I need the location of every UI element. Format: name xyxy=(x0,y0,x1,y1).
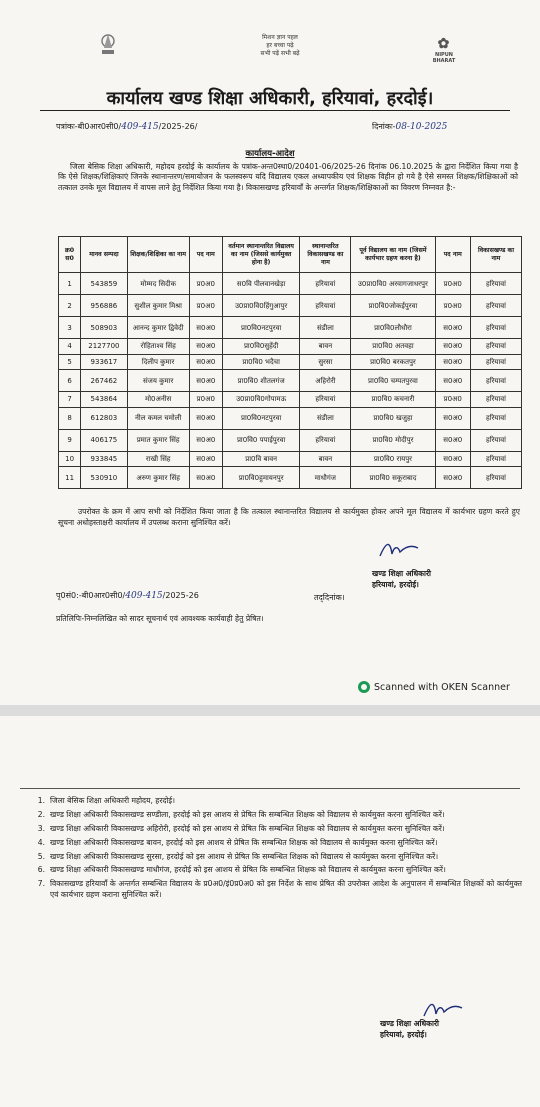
cell-post: प्र0अ0 xyxy=(189,295,222,317)
scanner-logo-icon xyxy=(358,681,370,693)
cell-post2: स0अ0 xyxy=(435,429,470,451)
endorsement-date: तद्‌दिनांक। xyxy=(314,593,345,602)
cell-original-school: प्रा0वि0 कचनारी xyxy=(351,392,435,408)
cell-sno: 10 xyxy=(59,451,81,467)
cell-current-school: उ0प्रा0वि0गोपामऊ xyxy=(222,392,300,408)
endorsement-reference xyxy=(56,590,199,601)
cell-post2: स0अ0 xyxy=(435,407,470,429)
header-line-2: हर बच्चा पढ़े xyxy=(266,42,294,50)
table-row xyxy=(59,317,522,339)
cell-code: 612803 xyxy=(81,407,128,429)
list-item xyxy=(30,824,522,835)
table-row xyxy=(59,295,522,317)
cell-original-school: प्रा0वि0 बरकतपुर xyxy=(351,354,435,370)
scanner-watermark xyxy=(358,681,510,693)
col-current-block: स्थानान्तरित विकासखण्ड का नाम xyxy=(300,237,351,273)
table-body xyxy=(59,273,522,489)
signature-mark-icon xyxy=(376,538,422,560)
nipun-text: NIPUN BHARAT xyxy=(432,52,456,64)
cell-code: 933845 xyxy=(81,451,128,467)
list-item-text: खण्ड शिक्षा अधिकारी विकासखण्ड बावन, हरदोई को इस आशय से प्रेषित कि सम्बन्धित शिक्षक को विद्यालय से कार्यमुक्त करना सुनिश्चित करें। xyxy=(50,837,438,847)
cell-current-school: प्रा0वि0हुमायनपुर xyxy=(222,467,300,489)
cell-sno: 5 xyxy=(59,354,81,370)
list-item-number: 1. xyxy=(37,796,45,805)
state-emblem-icon xyxy=(96,30,120,58)
cell-post: प्र0अ0 xyxy=(189,273,222,295)
cell-name: मोम्मद सिदीक xyxy=(127,273,189,295)
cell-original-school: प्रा0वि0जोकईपुरवा xyxy=(351,295,435,317)
date-label: दिनांकः- xyxy=(372,122,396,131)
ref-suffix: /2025-26/ xyxy=(158,122,198,131)
cell-original-school: प्रा0वि0 सकूराबाद xyxy=(351,467,435,489)
cell-sno: 2 xyxy=(59,295,81,317)
copies-list xyxy=(30,796,522,904)
list-item xyxy=(30,879,522,900)
cell-original-school: प्रा0वि0 चम्पतपुरवा xyxy=(351,370,435,392)
cell-post2: स0अ0 xyxy=(435,354,470,370)
cell-code: 543859 xyxy=(81,273,128,295)
signature-block-2 xyxy=(380,1018,500,1040)
reference-number xyxy=(56,121,197,132)
cell-current-block: हरियावां xyxy=(300,273,351,295)
cell-current-block: सुरसा xyxy=(300,354,351,370)
cell-block2: हरियावां xyxy=(470,317,521,339)
ref-prefix: पत्रांकः-बी0आर0सी0/ xyxy=(56,122,122,131)
table-row xyxy=(59,354,522,370)
cell-code: 406175 xyxy=(81,429,128,451)
list-item-number: 4. xyxy=(37,837,45,847)
cell-sno: 7 xyxy=(59,392,81,408)
cell-current-block: संडीला xyxy=(300,317,351,339)
order-intro: जिला बेसिक शिक्षा अधिकारी, महोदय हरदोई के कार्यालय के पत्रांक-अन्त0स्था0/20401-06/2025-26 दिनांक 06.10.2025 के द्वारा निर्देशित किया गया है कि ऐसे शिक्षक/शिक्षिकाएं जिनके स्थानान्तरण/समायोजन के फलस्वरूप यदि विद्यालय एकल अध्यापकीय एवं शिक्षक विहीन हो गये है ऐसे समस्त शिक्षक/शिक्षिकाओं को तत्काल उनके मूल विद्यालय में वापस लाने हेतु निर्देशित किया गया है। विकासखण्ड हरियावाँ के अन्तर्गत शिक्षक/शिक्षिकाओं का विवरण निम्नवत है:- xyxy=(58,162,518,192)
cell-current-school: प्रा0वि बावन xyxy=(222,451,300,467)
cell-post2: स0अ0 xyxy=(435,467,470,489)
list-item-text: खण्ड शिक्षा अधिकारी विकासखण्ड अहिरोरी, हरदोई को इस आशय से प्रेषित कि सम्बन्धित शिक्षक को विद्यालय से कार्यमुक्त करना सुनिश्चित करें। xyxy=(50,823,445,833)
cell-current-block: संडीला xyxy=(300,407,351,429)
cell-original-school: प्रा0वि0 खजुहा xyxy=(351,407,435,429)
list-item xyxy=(30,796,522,807)
table-row xyxy=(59,370,522,392)
cell-current-block: बावन xyxy=(300,451,351,467)
signature-block xyxy=(372,568,492,590)
order-title: कार्यालय-आदेश xyxy=(245,149,295,159)
list-item-number: 6. xyxy=(37,865,45,875)
cell-current-school: प्रा0वि0नटपुरवा xyxy=(222,317,300,339)
cell-post: स0अ0 xyxy=(189,467,222,489)
cell-code: 530910 xyxy=(81,467,128,489)
cell-current-block: हरियावां xyxy=(300,392,351,408)
cell-post: स0अ0 xyxy=(189,429,222,451)
header-divider xyxy=(40,110,510,111)
cell-sno: 4 xyxy=(59,339,81,355)
cell-current-school: प्रा0वि0 पपाईपुरवा xyxy=(222,429,300,451)
cell-name: दिलीप कुमार xyxy=(127,354,189,370)
cell-block2: हरियावां xyxy=(470,467,521,489)
col-post: पद नाम xyxy=(189,237,222,273)
col-sno: क्र0 स0 xyxy=(59,237,81,273)
cell-sno: 1 xyxy=(59,273,81,295)
cell-original-school: प्रा0वि0लौधौरा xyxy=(351,317,435,339)
cell-original-school: प्रा0वि0 अतवहा xyxy=(351,339,435,355)
list-item-text: खण्ड शिक्षा अधिकारी विकासखण्ड माधौगंज, हरदोई को इस आशय से प्रेषित कि सम्बन्धित शिक्षक को विद्यालय से कार्यमुक्त करना सुनिश्चित करें। xyxy=(50,865,446,875)
list-item xyxy=(30,810,522,821)
cell-post2: स0अ0 xyxy=(435,370,470,392)
cell-post2: प्र0अ0 xyxy=(435,295,470,317)
cell-current-block: हरियावां xyxy=(300,429,351,451)
cell-current-block: बावन xyxy=(300,339,351,355)
table-row xyxy=(59,339,522,355)
cell-block2: हरियावां xyxy=(470,407,521,429)
cell-block2: हरियावां xyxy=(470,295,521,317)
cell-current-school: उ0प्रा0वि0हिंगुआपुर xyxy=(222,295,300,317)
endorsement-ref-number: 409-415 xyxy=(125,591,163,601)
cell-block2: हरियावां xyxy=(470,392,521,408)
cell-post2: स0अ0 xyxy=(435,339,470,355)
cell-original-school: प्रा0वि0 रायपुर xyxy=(351,451,435,467)
signature-mark-2-icon xyxy=(420,998,466,1020)
cell-code: 508903 xyxy=(81,317,128,339)
cell-block2: हरियावां xyxy=(470,429,521,451)
cell-name: अरुण कुमार सिंह xyxy=(127,467,189,489)
cell-name: प्रमात कुमार सिंह xyxy=(127,429,189,451)
document-date xyxy=(372,121,447,132)
cell-block2: हरियावां xyxy=(470,273,521,295)
cell-post: स0अ0 xyxy=(189,370,222,392)
cell-name: संजय कुमार xyxy=(127,370,189,392)
cell-block2: हरियावां xyxy=(470,339,521,355)
cell-name: राखी सिंह xyxy=(127,451,189,467)
cell-post: स0अ0 xyxy=(189,407,222,429)
transfer-table xyxy=(58,236,522,489)
table-row xyxy=(59,429,522,451)
cell-code: 267462 xyxy=(81,370,128,392)
cell-post: स0अ0 xyxy=(189,317,222,339)
cell-post: स0अ0 xyxy=(189,339,222,355)
cell-sno: 8 xyxy=(59,407,81,429)
copy-to-line: प्रतिलिपिः-निम्नलिखित को सादर सूचनार्थ एवं आवश्यक कार्यवाही हेतु प्रेषित। xyxy=(56,614,264,623)
cell-name: रोहिताश्व सिंह xyxy=(127,339,189,355)
nipun-mark-icon: ✿ xyxy=(437,36,451,52)
cell-current-school: प्रा0वि0 भदैचा xyxy=(222,354,300,370)
cell-sno: 9 xyxy=(59,429,81,451)
col-original-school: पूर्व विद्यालय का नाम (जिसमें कार्यभार ग्रहण करना है) xyxy=(351,237,435,273)
table-row xyxy=(59,392,522,408)
cell-name: सुशील कुमार मिश्रा xyxy=(127,295,189,317)
list-item-text: खण्ड शिक्षा अधिकारी विकासखण्ड सुरसा, हरदोई को इस आशय से प्रेषित कि सम्बन्धित शिक्षक को विद्यालय से कार्यमुक्त करना सुनिश्चित करें। xyxy=(50,851,439,861)
list-item-number: 5. xyxy=(37,851,45,861)
header-line-1: मिशन ज्ञान पहल xyxy=(262,34,298,41)
cell-post2: स0अ0 xyxy=(435,317,470,339)
page-gap xyxy=(0,705,540,716)
cell-code: 2127700 xyxy=(81,339,128,355)
col-code: मानव सम्पदा xyxy=(81,237,128,273)
col-name: शिक्षक/शिक्षिका का नाम xyxy=(127,237,189,273)
date-value-handwritten: 08-10-2025 xyxy=(395,122,448,132)
header-slogan xyxy=(180,34,380,58)
cell-current-school: प्रा0वि0नटपुरवा xyxy=(222,407,300,429)
cell-current-school: स0वि पीलवानखेड़ा xyxy=(222,273,300,295)
col-post-2: पद नाम xyxy=(435,237,470,273)
page2-divider xyxy=(20,788,520,789)
cell-name: आनन्द कुमार द्विवेदी xyxy=(127,317,189,339)
cell-block2: हरियावां xyxy=(470,354,521,370)
cell-sno: 6 xyxy=(59,370,81,392)
nipun-logo xyxy=(424,36,464,64)
table-row xyxy=(59,273,522,295)
signature-2-title: खण्ड शिक्षा अधिकारी xyxy=(380,1019,440,1028)
list-item-text: जिला बेसिक शिक्षा अधिकारी महोदय, हरदोई। xyxy=(50,796,176,805)
endorsement-ref-prefix: पृ0सं0:-बी0आर0सी0/ xyxy=(56,591,126,600)
cell-original-school: उ0प्रा0वि0 अरवागजाधरपुर xyxy=(351,273,435,295)
cell-block2: हरियावां xyxy=(470,370,521,392)
cell-current-school: प्रा0वि0सुहेंदी xyxy=(222,339,300,355)
signature-place: हरियावां, हरदोई। xyxy=(372,580,419,589)
cell-current-block: अहिरोरी xyxy=(300,370,351,392)
list-item-number: 7. xyxy=(37,879,45,889)
cell-post: प्र0अ0 xyxy=(189,392,222,408)
cell-name: मो0अनीस xyxy=(127,392,189,408)
table-row xyxy=(59,451,522,467)
table-row xyxy=(59,467,522,489)
cell-sno: 3 xyxy=(59,317,81,339)
ref-number-handwritten: 409-415 xyxy=(121,122,159,132)
signature-2-place: हरियावां, हरदोई। xyxy=(380,1030,427,1039)
col-block-2: विकासखण्ड का नाम xyxy=(470,237,521,273)
list-item xyxy=(30,852,522,863)
cell-current-block: माधौगंज xyxy=(300,467,351,489)
order-closing: उपरोक्त के क्रम में आप सभी को निर्देशित किया जाता है कि तत्काल स्थानान्तरित विद्यालय से कार्यमुक्त होकर अपने मूल विद्यालय में कार्यभार ग्रहण करते हुए सूचना अधोहस्ताक्षरी कार्यालय में उपलब्ध कराना सुनिश्चित करें। xyxy=(58,507,520,527)
table-row xyxy=(59,407,522,429)
list-item-text: विकासखण्ड हरियावाँ के अन्तर्गत सम्बन्धित विद्यालय के प्र0अ0/इं0प्र0अ0 को इस निर्देश के साथ प्रेषित की उपरोक्त आदेश के अनुपालन में सम्बन्धित शिक्षकों को कार्यमुक्त एवं कार्यभार ग्रहण कराना सुनिश्चित करें। xyxy=(50,879,522,899)
scanner-text: Scanned with OKEN Scanner xyxy=(374,681,510,693)
list-item-text: खण्ड शिक्षा अधिकारी विकासखण्ड सण्डीला, हरदोई को इस आशय से प्रेषित कि सम्बन्धित शिक्षक को विद्यालय से कार्यमुक्त करना सुनिश्चित करें। xyxy=(50,809,445,819)
cell-code: 543864 xyxy=(81,392,128,408)
cell-post2: स0अ0 xyxy=(435,451,470,467)
cell-block2: हरियावां xyxy=(470,451,521,467)
cell-current-block: हरियावां xyxy=(300,295,351,317)
header-line-3: सभी पढ़ें सभी बढ़ें xyxy=(260,50,300,58)
cell-current-school: प्रा0वि0 शीतलगंज xyxy=(222,370,300,392)
cell-name: नील कमल चमोली xyxy=(127,407,189,429)
list-item xyxy=(30,838,522,849)
col-current-school: वर्तमान स्थानान्तरित विद्यालय का नाम (जिससे कार्यमुक्त होना है) xyxy=(222,237,300,273)
cell-post2: प्र0अ0 xyxy=(435,273,470,295)
cell-post: स0अ0 xyxy=(189,451,222,467)
cell-original-school: प्रा0वि0 मोदीपुर xyxy=(351,429,435,451)
cell-sno: 11 xyxy=(59,467,81,489)
list-item xyxy=(30,865,522,876)
signature-title: खण्ड शिक्षा अधिकारी xyxy=(372,569,432,578)
cell-post2: प्र0अ0 xyxy=(435,392,470,408)
list-item-number: 2. xyxy=(37,809,45,819)
cell-code: 956886 xyxy=(81,295,128,317)
document-page-2 xyxy=(0,716,540,1107)
cell-post: स0अ0 xyxy=(189,354,222,370)
list-item-number: 3. xyxy=(37,823,45,833)
cell-code: 933617 xyxy=(81,354,128,370)
endorsement-ref-suffix: /2025-26 xyxy=(162,591,199,600)
office-title: कार्यालय खण्ड शिक्षा अधिकारी, हरियावां, हरदोई। xyxy=(106,88,434,109)
table-header-row xyxy=(59,237,522,273)
